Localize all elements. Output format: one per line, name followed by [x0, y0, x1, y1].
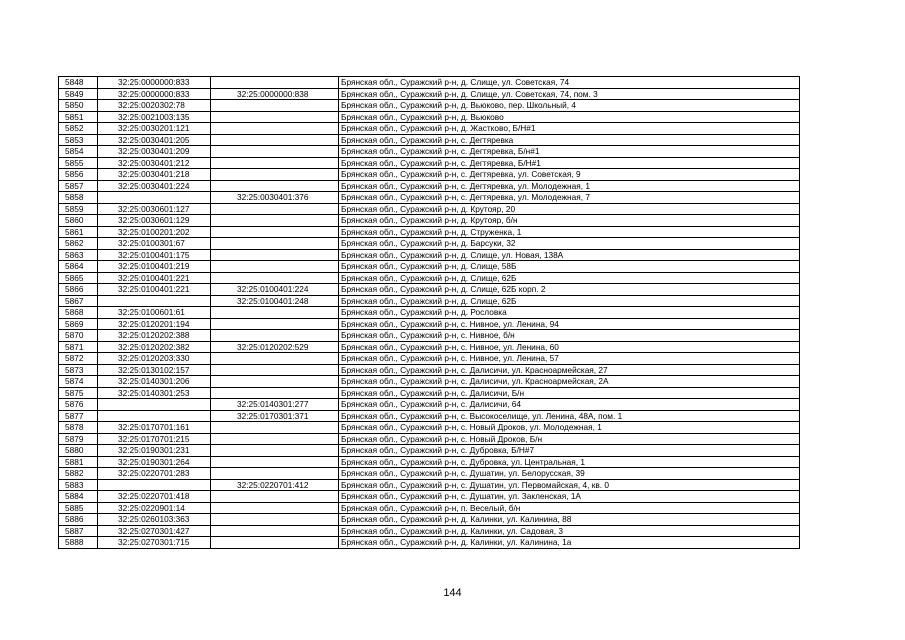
- cadastral-number-2-cell: [211, 364, 339, 376]
- row-number-cell: 5867: [59, 295, 98, 307]
- row-number-cell: 5884: [59, 491, 98, 503]
- cadastral-number-2-cell: 32:25:0170301:371: [211, 410, 339, 422]
- table-row: [59, 353, 800, 365]
- table-row: [59, 88, 800, 100]
- address-cell: Брянская обл., Суражский р-н, д. Калинки, ул. Калинина, 88: [339, 514, 800, 526]
- table-row: [59, 364, 800, 376]
- table-row: [59, 192, 800, 204]
- table-row: [59, 514, 800, 526]
- cadastral-number-cell: 32:25:0030401:224: [98, 180, 211, 192]
- address-cell: Брянская обл., Суражский р-н, с. Дегтяревка, Б/Н#1: [339, 157, 800, 169]
- address-cell: Брянская обл., Суражский р-н, с. Дегтяревка, ул. Молодежная, 7: [339, 192, 800, 204]
- address-cell: Брянская обл., Суражский р-н, с. Нивное, ул. Ленина, 94: [339, 318, 800, 330]
- table-row: [59, 203, 800, 215]
- row-number-cell: 5876: [59, 399, 98, 411]
- cadastral-number-2-cell: [211, 100, 339, 112]
- cadastral-number-cell: [98, 399, 211, 411]
- cadastral-number-2-cell: 32:25:0030401:376: [211, 192, 339, 204]
- cadastral-number-2-cell: [211, 180, 339, 192]
- row-number-cell: 5881: [59, 456, 98, 468]
- cadastral-number-cell: 32:25:0140301:206: [98, 376, 211, 388]
- cadastral-number-2-cell: [211, 261, 339, 273]
- address-cell: Брянская обл., Суражский р-н, д. Барсуки, 32: [339, 238, 800, 250]
- table-row: [59, 399, 800, 411]
- table-row: [59, 491, 800, 503]
- address-cell: Брянская обл., Суражский р-н, д. Слище, 62Б корп. 2: [339, 284, 800, 296]
- table-row: [59, 433, 800, 445]
- cadastral-number-2-cell: [211, 307, 339, 319]
- table-row: [59, 169, 800, 181]
- table-row: [59, 525, 800, 537]
- row-number-cell: 5857: [59, 180, 98, 192]
- address-cell: Брянская обл., Суражский р-н, с. Далисичи, ул. Красноармейская, 2А: [339, 376, 800, 388]
- address-cell: Брянская обл., Суражский р-н, д. Крутояр, 20: [339, 203, 800, 215]
- table-row: [59, 100, 800, 112]
- row-number-cell: 5879: [59, 433, 98, 445]
- cadastral-number-cell: [98, 295, 211, 307]
- address-cell: Брянская обл., Суражский р-н, д. Слище, 58Б: [339, 261, 800, 273]
- cadastral-number-2-cell: [211, 353, 339, 365]
- cadastral-number-cell: 32:25:0220701:283: [98, 468, 211, 480]
- table-row: [59, 479, 800, 491]
- cadastral-number-cell: 32:25:0000000:833: [98, 88, 211, 100]
- address-cell: Брянская обл., Суражский р-н, с. Дегтяревка, Б/н#1: [339, 146, 800, 158]
- cadastral-number-cell: 32:25:0000000:833: [98, 77, 211, 89]
- address-cell: Брянская обл., Суражский р-н, с. Далисичи, Б/н: [339, 387, 800, 399]
- cadastral-number-2-cell: [211, 249, 339, 261]
- address-cell: Брянская обл., Суражский р-н, д. Слище, ул. Советская, 74, пом. 3: [339, 88, 800, 100]
- address-cell: Брянская обл., Суражский р-н, с. Высокоселище, ул. Ленина, 48А, пом. 1: [339, 410, 800, 422]
- cadastral-number-cell: 32:25:0100401:221: [98, 284, 211, 296]
- table-row: [59, 261, 800, 273]
- cadastral-number-2-cell: [211, 445, 339, 457]
- row-number-cell: 5848: [59, 77, 98, 89]
- cadastral-number-cell: 32:25:0100401:219: [98, 261, 211, 273]
- table-row: [59, 226, 800, 238]
- row-number-cell: 5853: [59, 134, 98, 146]
- address-cell: Брянская обл., Суражский р-н, с. Дегтяревка, ул. Советская, 9: [339, 169, 800, 181]
- row-number-cell: 5886: [59, 514, 98, 526]
- row-number-cell: 5874: [59, 376, 98, 388]
- cadastral-number-2-cell: [211, 514, 339, 526]
- row-number-cell: 5856: [59, 169, 98, 181]
- row-number-cell: 5871: [59, 341, 98, 353]
- row-number-cell: 5888: [59, 537, 98, 549]
- address-cell: Брянская обл., Суражский р-н, д. Слище, ул. Новая, 138А: [339, 249, 800, 261]
- row-number-cell: 5885: [59, 502, 98, 514]
- table-row: [59, 330, 800, 342]
- address-cell: Брянская обл., Суражский р-н, д. Слище, ул. Советская, 74: [339, 77, 800, 89]
- cadastral-number-cell: 32:25:0030401:218: [98, 169, 211, 181]
- address-cell: Брянская обл., Суражский р-н, с. Дубровка, Б/Н#7: [339, 445, 800, 457]
- cadastral-number-cell: 32:25:0270301:715: [98, 537, 211, 549]
- cadastral-number-2-cell: [211, 468, 339, 480]
- cadastral-number-cell: 32:25:0170701:161: [98, 422, 211, 434]
- table-row: [59, 134, 800, 146]
- cadastral-number-2-cell: 32:25:0100401:224: [211, 284, 339, 296]
- row-number-cell: 5860: [59, 215, 98, 227]
- row-number-cell: 5882: [59, 468, 98, 480]
- row-number-cell: 5873: [59, 364, 98, 376]
- address-cell: Брянская обл., Суражский р-н, д. Слище, 62Б: [339, 295, 800, 307]
- cadastral-number-cell: 32:25:0030601:129: [98, 215, 211, 227]
- cadastral-number-2-cell: [211, 123, 339, 135]
- address-cell: Брянская обл., Суражский р-н, с. Новый Дроков, Б/н: [339, 433, 800, 445]
- table-row: [59, 456, 800, 468]
- table-row: [59, 238, 800, 250]
- address-cell: Брянская обл., Суражский р-н, с. Нивное, б/н: [339, 330, 800, 342]
- cadastral-number-cell: [98, 479, 211, 491]
- row-number-cell: 5877: [59, 410, 98, 422]
- row-number-cell: 5851: [59, 111, 98, 123]
- address-cell: Брянская обл., Суражский р-н, д. Слище, 62Б: [339, 272, 800, 284]
- row-number-cell: 5859: [59, 203, 98, 215]
- cadastral-number-cell: 32:25:0030401:205: [98, 134, 211, 146]
- address-cell: Брянская обл., Суражский р-н, с. Душатин, ул. Белорусская, 39: [339, 468, 800, 480]
- table-row: [59, 341, 800, 353]
- row-number-cell: 5861: [59, 226, 98, 238]
- cadastral-number-2-cell: 32:25:0000000:838: [211, 88, 339, 100]
- address-cell: Брянская обл., Суражский р-н, д. Рословка: [339, 307, 800, 319]
- cadastral-number-2-cell: [211, 433, 339, 445]
- address-cell: Брянская обл., Суражский р-н, д. Струженка, 1: [339, 226, 800, 238]
- address-cell: Брянская обл., Суражский р-н, с. Новый Дроков, ул. Молодежная, 1: [339, 422, 800, 434]
- address-cell: Брянская обл., Суражский р-н, с. Нивное, ул. Ленина, 57: [339, 353, 800, 365]
- address-cell: Брянская обл., Суражский р-н, с. Дубровка, ул. Центральная, 1: [339, 456, 800, 468]
- cadastral-number-cell: [98, 410, 211, 422]
- cadastral-number-cell: [98, 192, 211, 204]
- address-cell: Брянская обл., Суражский р-н, с. Душатин, ул. Первомайская, 4, кв. 0: [339, 479, 800, 491]
- cadastral-number-cell: 32:25:0270301:427: [98, 525, 211, 537]
- page-number: 144: [443, 587, 462, 599]
- cadastral-number-2-cell: [211, 226, 339, 238]
- row-number-cell: 5862: [59, 238, 98, 250]
- address-cell: Брянская обл., Суражский р-н, с. Душатин, ул. Закленская, 1А: [339, 491, 800, 503]
- address-cell: Брянская обл., Суражский р-н, д. Вьюково, пер. Школьный, 4: [339, 100, 800, 112]
- row-number-cell: 5855: [59, 157, 98, 169]
- address-cell: Брянская обл., Суражский р-н, с. Дегтяревка: [339, 134, 800, 146]
- row-number-cell: 5849: [59, 88, 98, 100]
- cadastral-number-2-cell: [211, 77, 339, 89]
- cadastral-number-2-cell: 32:25:0100401:248: [211, 295, 339, 307]
- table-row: [59, 284, 800, 296]
- cadastral-number-2-cell: [211, 111, 339, 123]
- address-cell: Брянская обл., Суражский р-н, п. Веселый, б/н: [339, 502, 800, 514]
- cadastral-number-2-cell: [211, 525, 339, 537]
- cadastral-number-2-cell: [211, 502, 339, 514]
- cadastral-number-cell: 32:25:0120202:382: [98, 341, 211, 353]
- table-row: [59, 502, 800, 514]
- table-row: [59, 146, 800, 158]
- cadastral-number-2-cell: [211, 318, 339, 330]
- cadastral-number-2-cell: [211, 157, 339, 169]
- table-row: [59, 318, 800, 330]
- row-number-cell: 5887: [59, 525, 98, 537]
- registry-table: [58, 76, 800, 549]
- cadastral-number-cell: 32:25:0030201:121: [98, 123, 211, 135]
- table-row: [59, 249, 800, 261]
- row-number-cell: 5866: [59, 284, 98, 296]
- cadastral-number-cell: 32:25:0220701:418: [98, 491, 211, 503]
- cadastral-number-cell: 32:25:0030401:212: [98, 157, 211, 169]
- cadastral-number-2-cell: [211, 456, 339, 468]
- table-row: [59, 422, 800, 434]
- row-number-cell: 5870: [59, 330, 98, 342]
- address-cell: Брянская обл., Суражский р-н, д. Калинки, ул. Калинина, 1а: [339, 537, 800, 549]
- cadastral-number-2-cell: [211, 272, 339, 284]
- cadastral-number-cell: 32:25:0130102:157: [98, 364, 211, 376]
- cadastral-number-cell: 32:25:0120203:330: [98, 353, 211, 365]
- address-cell: Брянская обл., Суражский р-н, д. Жастково, Б/Н#1: [339, 123, 800, 135]
- cadastral-number-cell: 32:25:0190301:264: [98, 456, 211, 468]
- table-row: [59, 157, 800, 169]
- cadastral-number-2-cell: 32:25:0120202:529: [211, 341, 339, 353]
- cadastral-number-2-cell: [211, 537, 339, 549]
- row-number-cell: 5865: [59, 272, 98, 284]
- row-number-cell: 5858: [59, 192, 98, 204]
- cadastral-number-2-cell: [211, 491, 339, 503]
- cadastral-number-2-cell: [211, 376, 339, 388]
- cadastral-number-cell: 32:25:0220901:14: [98, 502, 211, 514]
- table-row: [59, 537, 800, 549]
- row-number-cell: 5868: [59, 307, 98, 319]
- cadastral-number-2-cell: [211, 134, 339, 146]
- registry-table-body: [59, 77, 800, 549]
- cadastral-number-2-cell: [211, 203, 339, 215]
- cadastral-number-cell: 32:25:0030401:209: [98, 146, 211, 158]
- row-number-cell: 5878: [59, 422, 98, 434]
- row-number-cell: 5869: [59, 318, 98, 330]
- cadastral-number-cell: 32:25:0100601:61: [98, 307, 211, 319]
- address-cell: Брянская обл., Суражский р-н, с. Далисичи, ул. Красноармейская, 27: [339, 364, 800, 376]
- table-row: [59, 123, 800, 135]
- table-row: [59, 410, 800, 422]
- table-row: [59, 180, 800, 192]
- table-row: [59, 376, 800, 388]
- cadastral-number-cell: 32:25:0120201:194: [98, 318, 211, 330]
- address-cell: Брянская обл., Суражский р-н, с. Далисичи, 64: [339, 399, 800, 411]
- cadastral-number-cell: 32:25:0020302:78: [98, 100, 211, 112]
- address-cell: Брянская обл., Суражский р-н, д. Калинки, ул. Садовая, 3: [339, 525, 800, 537]
- cadastral-number-cell: 32:25:0170701:215: [98, 433, 211, 445]
- cadastral-number-cell: 32:25:0120202:388: [98, 330, 211, 342]
- cadastral-number-cell: 32:25:0100401:175: [98, 249, 211, 261]
- cadastral-number-cell: 32:25:0100401:221: [98, 272, 211, 284]
- address-cell: Брянская обл., Суражский р-н, д. Вьюково: [339, 111, 800, 123]
- cadastral-number-cell: 32:25:0030601:127: [98, 203, 211, 215]
- cadastral-number-2-cell: [211, 330, 339, 342]
- row-number-cell: 5872: [59, 353, 98, 365]
- table-row: [59, 445, 800, 457]
- address-cell: Брянская обл., Суражский р-н, д. Крутояр, б/н: [339, 215, 800, 227]
- cadastral-number-2-cell: [211, 169, 339, 181]
- table-row: [59, 215, 800, 227]
- cadastral-number-2-cell: [211, 422, 339, 434]
- cadastral-number-cell: 32:25:0100201:202: [98, 226, 211, 238]
- row-number-cell: 5854: [59, 146, 98, 158]
- row-number-cell: 5875: [59, 387, 98, 399]
- address-cell: Брянская обл., Суражский р-н, с. Дегтяревка, ул. Молодежная, 1: [339, 180, 800, 192]
- table-row: [59, 77, 800, 89]
- cadastral-number-2-cell: 32:25:0220701:412: [211, 479, 339, 491]
- cadastral-number-cell: 32:25:0100301:67: [98, 238, 211, 250]
- row-number-cell: 5850: [59, 100, 98, 112]
- cadastral-number-2-cell: [211, 215, 339, 227]
- table-row: [59, 295, 800, 307]
- table-row: [59, 468, 800, 480]
- row-number-cell: 5883: [59, 479, 98, 491]
- row-number-cell: 5864: [59, 261, 98, 273]
- table-row: [59, 272, 800, 284]
- table-row: [59, 111, 800, 123]
- table-row: [59, 387, 800, 399]
- cadastral-number-cell: 32:25:0140301:253: [98, 387, 211, 399]
- cadastral-number-cell: 32:25:0021003:135: [98, 111, 211, 123]
- cadastral-number-2-cell: [211, 146, 339, 158]
- cadastral-number-2-cell: [211, 238, 339, 250]
- cadastral-number-2-cell: 32:25:0140301:277: [211, 399, 339, 411]
- row-number-cell: 5863: [59, 249, 98, 261]
- cadastral-number-2-cell: [211, 387, 339, 399]
- cadastral-number-cell: 32:25:0260103:363: [98, 514, 211, 526]
- row-number-cell: 5880: [59, 445, 98, 457]
- cadastral-number-cell: 32:25:0190301:231: [98, 445, 211, 457]
- row-number-cell: 5852: [59, 123, 98, 135]
- table-row: [59, 307, 800, 319]
- address-cell: Брянская обл., Суражский р-н, с. Нивное, ул. Ленина, 60: [339, 341, 800, 353]
